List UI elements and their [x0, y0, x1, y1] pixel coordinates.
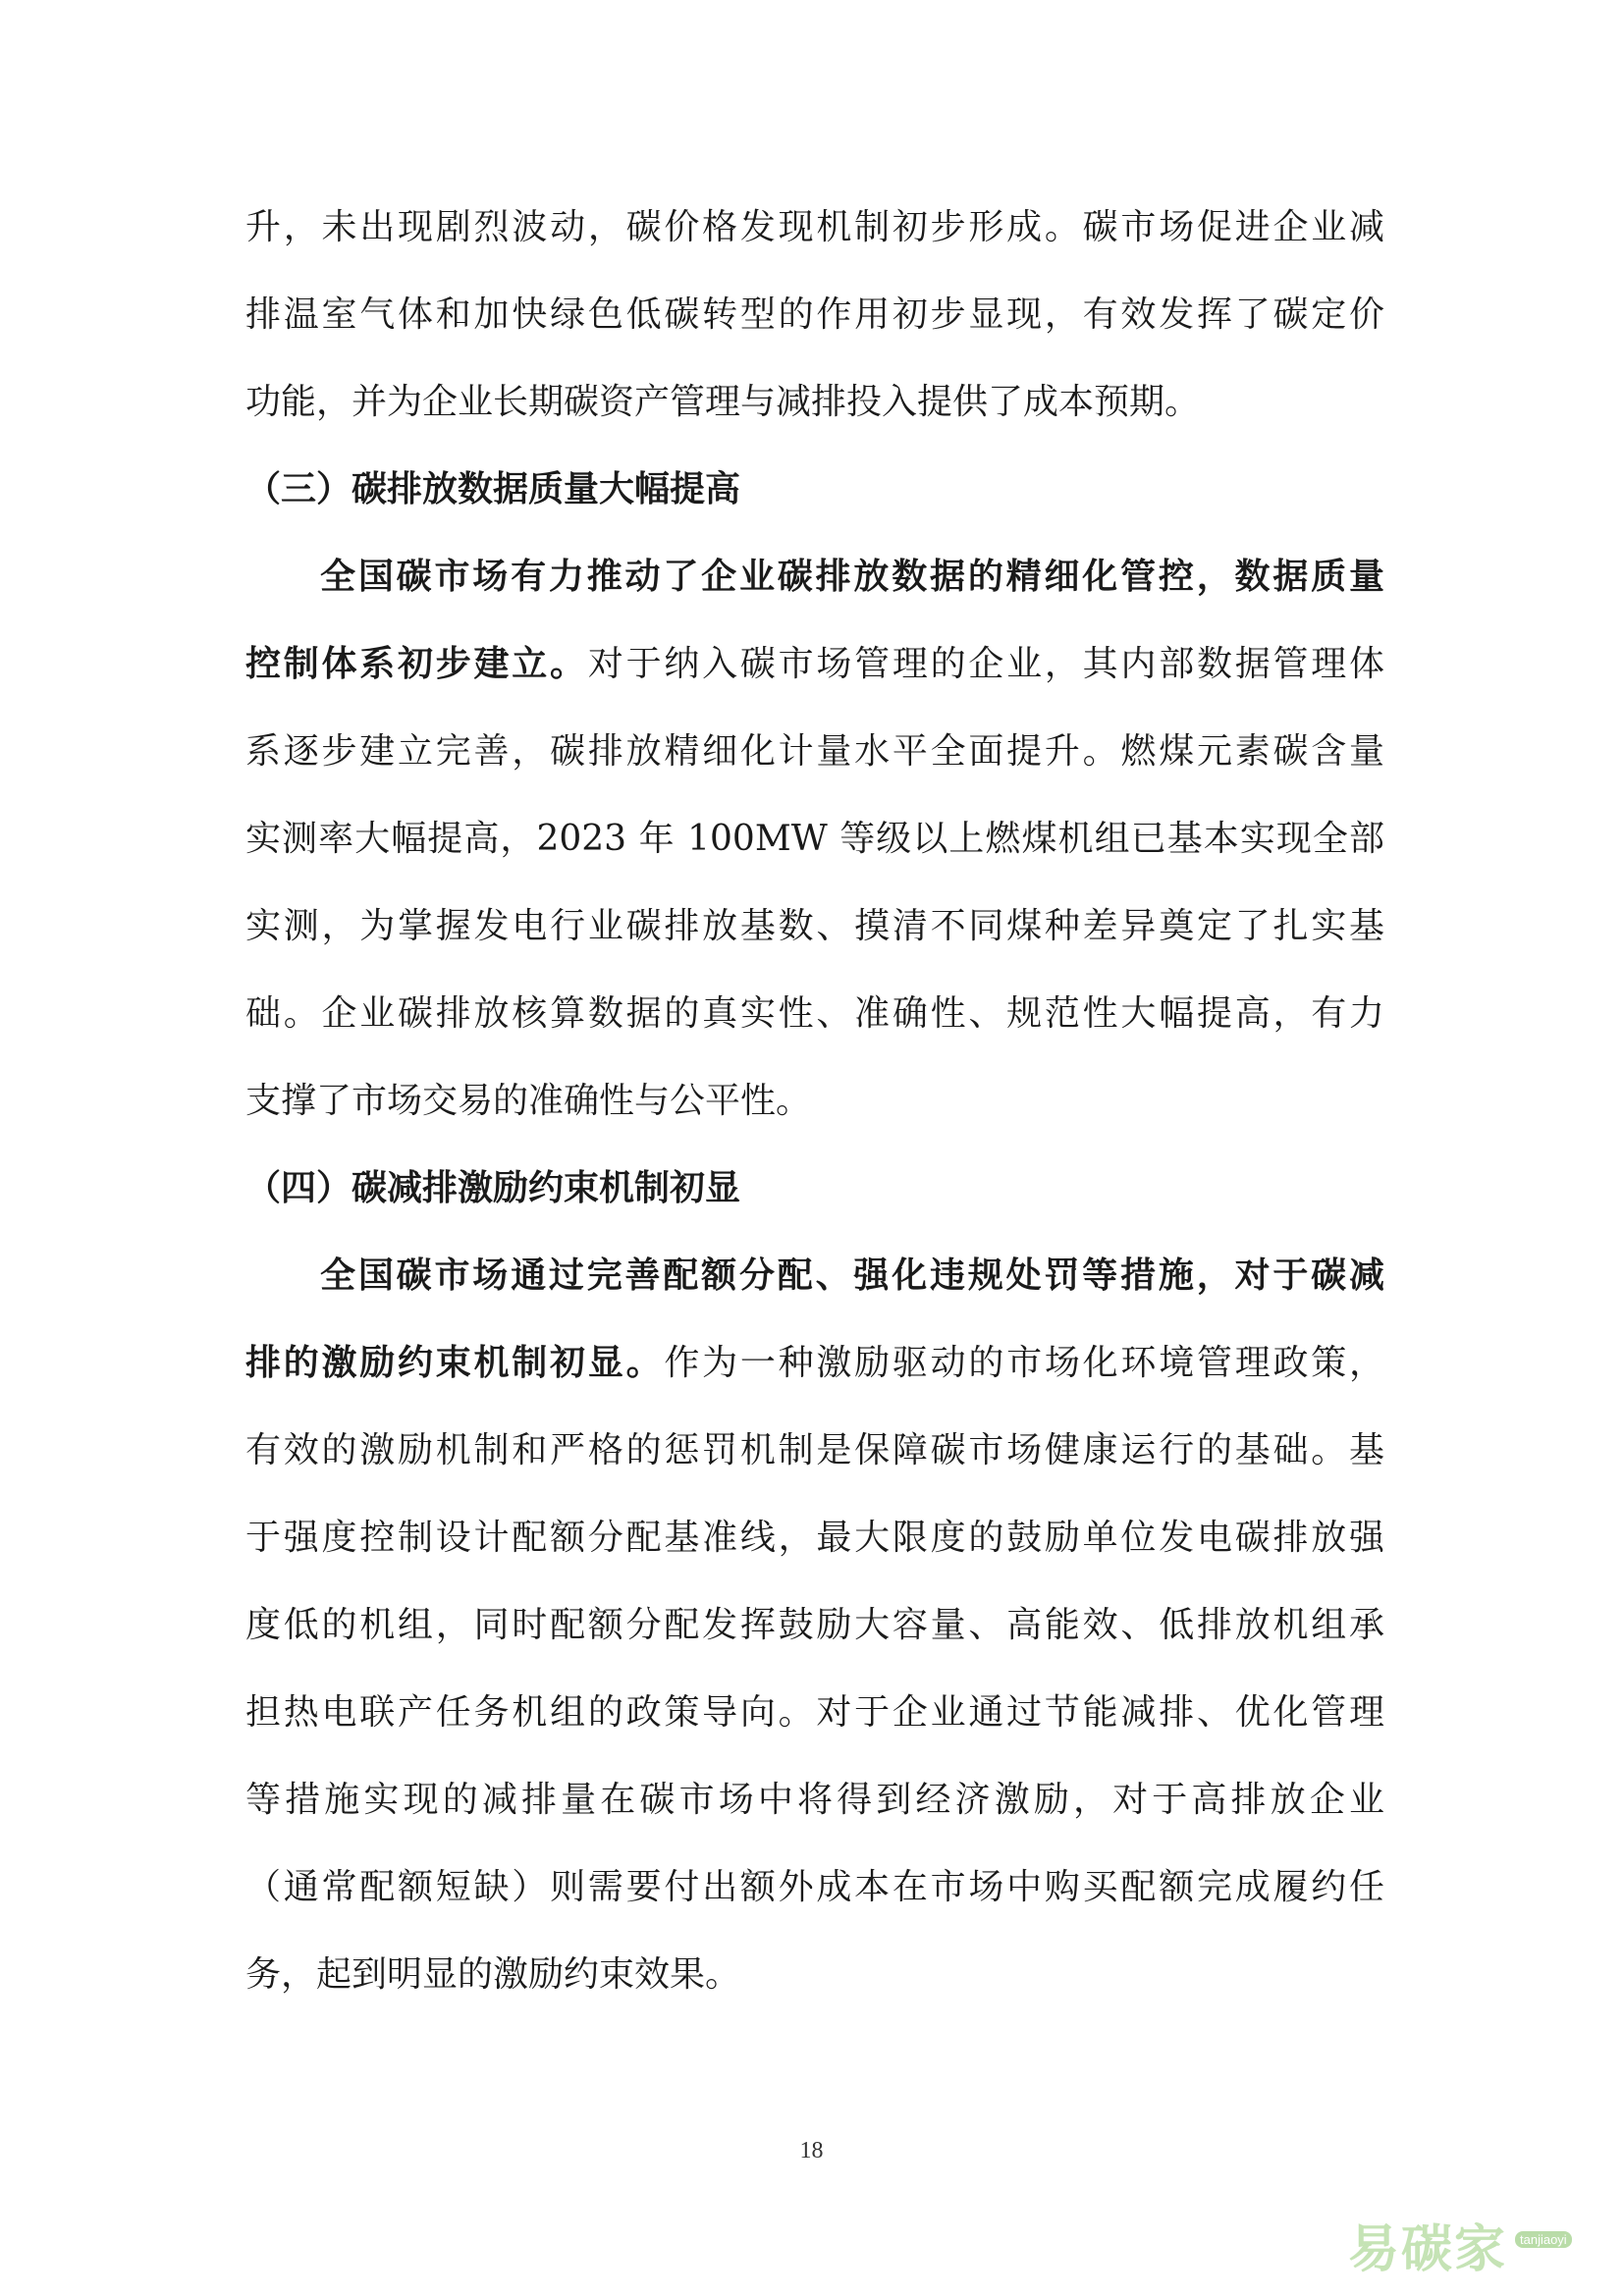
paragraph-line: 实测率大幅提高，2023 年 100MW 等级以上燃煤机组已基本实现全部 — [245, 819, 1384, 859]
document-body — [245, 206, 1384, 2041]
bold-lead-text: 排的激励约束机制初显。 — [245, 1343, 665, 1383]
bold-lead-text: 全国碳市场有力推动了企业碳排放数据的精细化管控，数据质量 — [320, 557, 1384, 597]
paragraph-line: 度低的机组，同时配额分配发挥鼓励大容量、高能效、低排放机组承 — [245, 1605, 1384, 1645]
paragraph-line — [245, 1255, 1384, 1298]
paragraph-line: 实测，为掌握发电行业碳排放基数、摸清不同煤种差异奠定了扎实基 — [245, 906, 1384, 946]
paragraph-line: 础。企业碳排放核算数据的真实性、准确性、规范性大幅提高，有力 — [245, 993, 1384, 1034]
bold-lead-text: 控制体系初步建立。 — [245, 644, 588, 684]
bold-lead-text: 全国碳市场通过完善配额分配、强化违规处罚等措施，对于碳减 — [320, 1255, 1384, 1296]
paragraph-line: 于强度控制设计配额分配基准线，最大限度的鼓励单位发电碳排放强 — [245, 1518, 1384, 1558]
paragraph-line — [245, 556, 1384, 599]
paragraph-line: 务，起到明显的激励约束效果。 — [245, 1954, 741, 1995]
paragraph-line: 等措施实现的减排量在碳市场中将得到经济激励，对于高排放企业 — [245, 1780, 1384, 1820]
paragraph-line — [245, 1342, 1384, 1385]
paragraph-line: 担热电联产任务机组的政策导向。对于企业通过节能减排、优化管理 — [245, 1692, 1384, 1733]
paragraph-line: 支撑了市场交易的准确性与公平性。 — [245, 1081, 812, 1121]
line-text: 作为一种激励驱动的市场化环境管理政策， — [664, 1343, 1384, 1383]
paragraph-line: （通常配额短缺）则需要付出额外成本在市场中购买配额完成履约任 — [245, 1867, 1384, 1907]
section-heading: （四）碳减排激励约束机制初显 — [245, 1168, 741, 1208]
watermark-logo — [1348, 2204, 1584, 2279]
watermark-brand: 易碳家 — [1348, 2220, 1508, 2279]
watermark-domain: tanjiaoyi — [1515, 2231, 1572, 2248]
paragraph-line: 排温室气体和加快绿色低碳转型的作用初步显现，有效发挥了碳定价 — [245, 294, 1384, 335]
line-text: 对于纳入碳市场管理的企业，其内部数据管理体 — [587, 644, 1384, 684]
paragraph-line: 有效的激励机制和严格的惩罚机制是保障碳市场健康运行的基础。基 — [245, 1430, 1384, 1470]
section-heading: （三）碳排放数据质量大幅提高 — [245, 469, 741, 509]
paragraph-line: 系逐步建立完善，碳排放精细化计量水平全面提升。燃煤元素碳含量 — [245, 731, 1384, 772]
paragraph-line: 功能，并为企业长期碳资产管理与减排投入提供了成本预期。 — [245, 382, 1201, 422]
paragraph-line: 升，未出现剧烈波动，碳价格发现机制初步形成。碳市场促进企业减 — [245, 207, 1384, 247]
page-number: 18 — [799, 2138, 824, 2163]
paragraph-line — [245, 643, 1384, 686]
